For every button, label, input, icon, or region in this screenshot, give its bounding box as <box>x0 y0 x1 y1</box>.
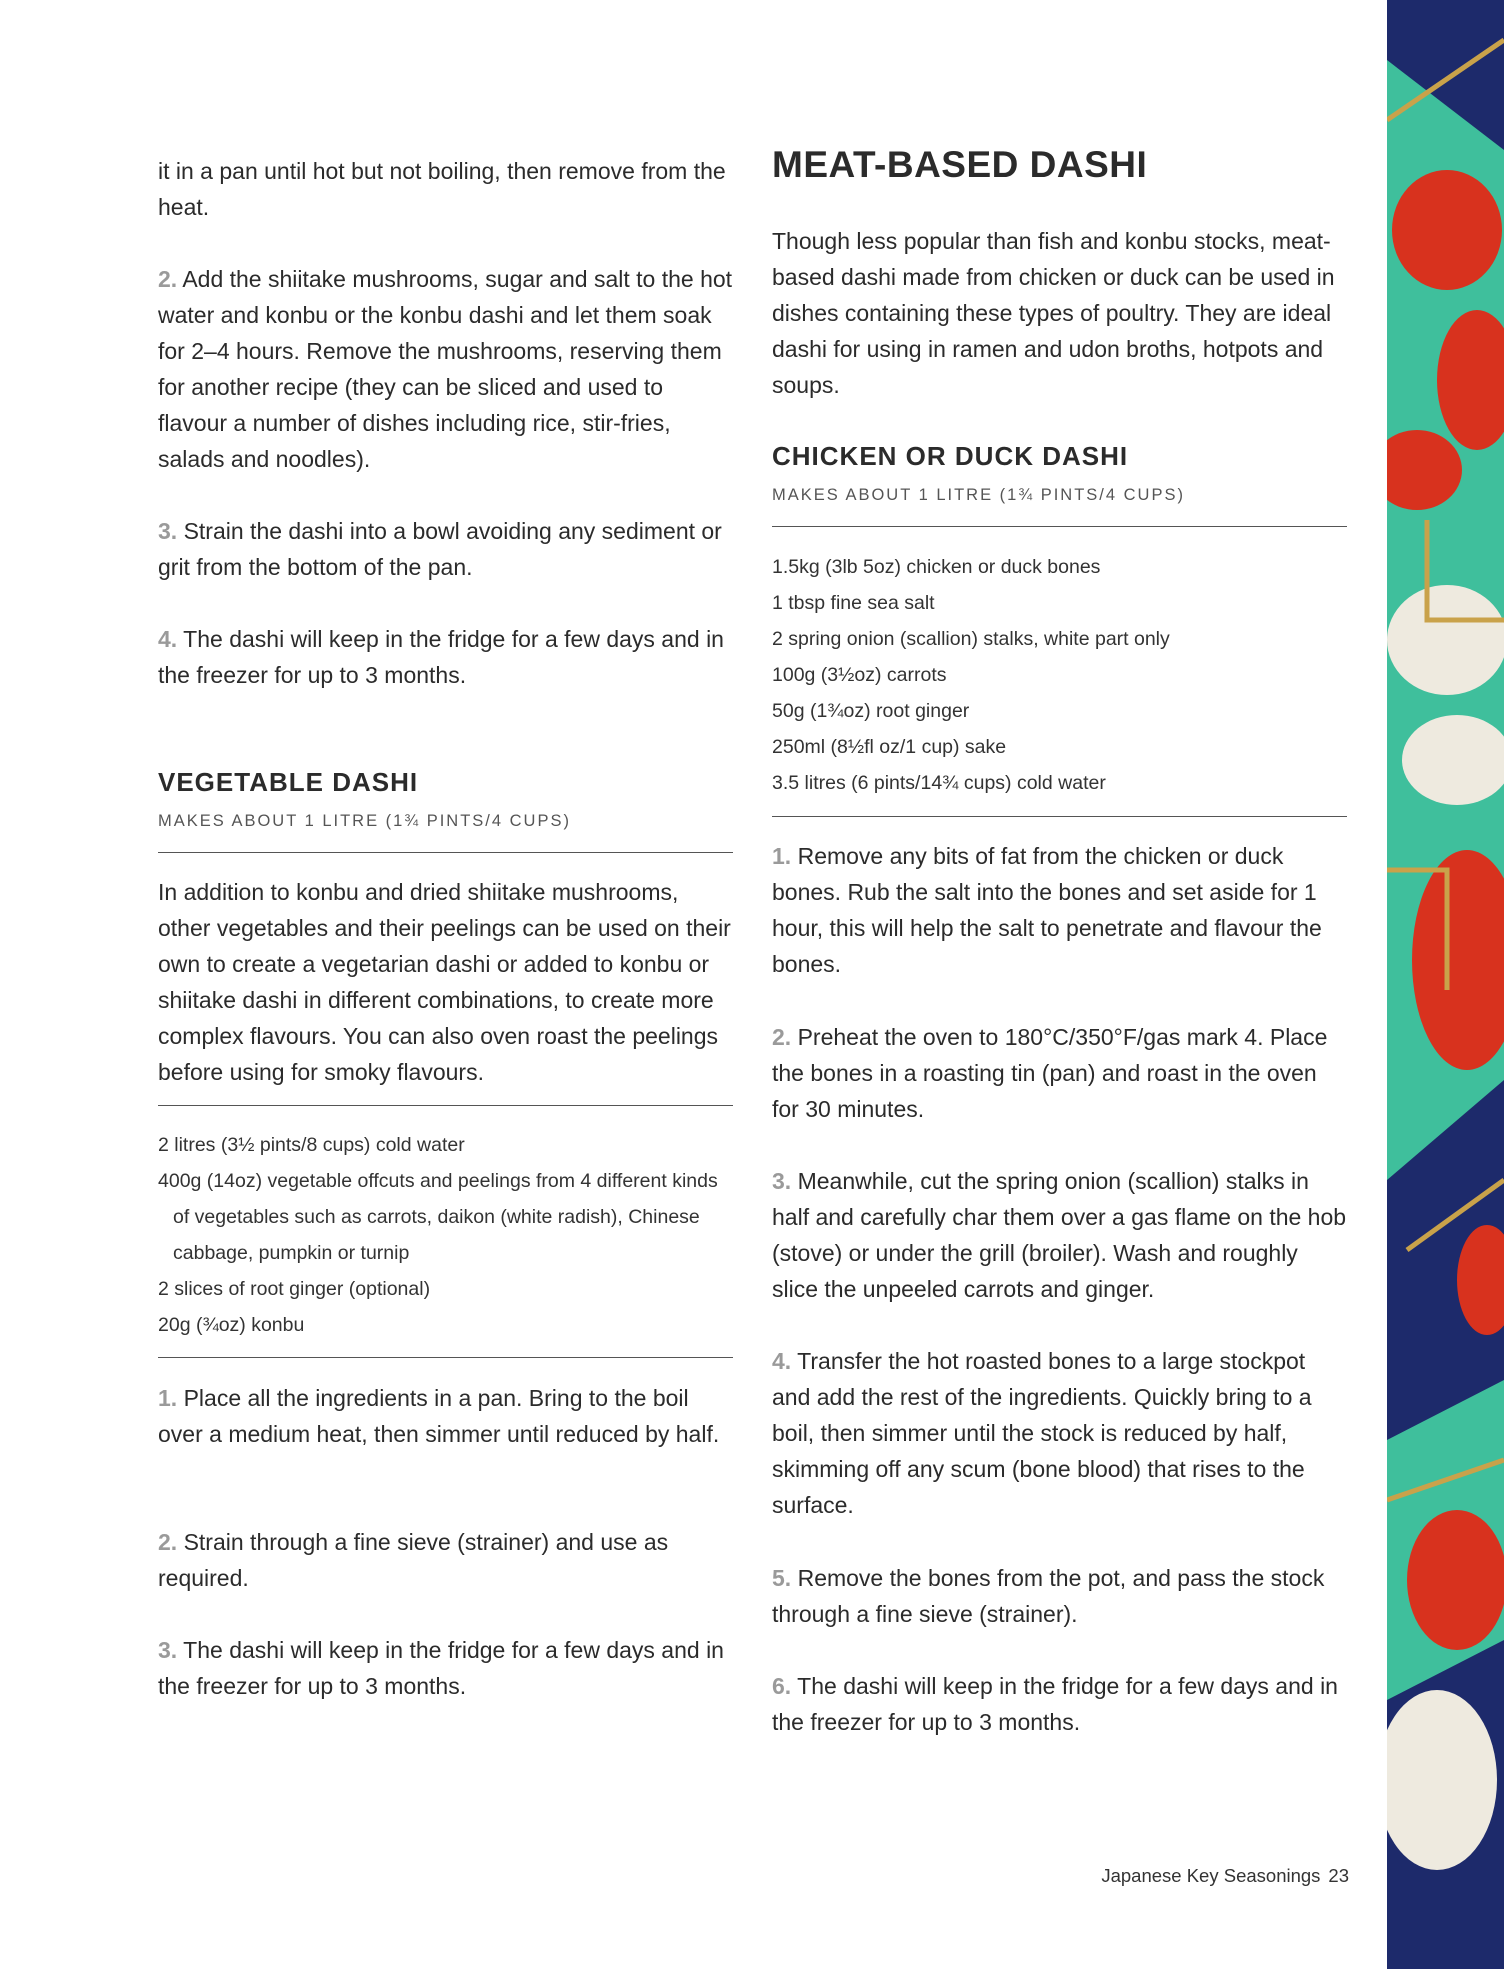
step-text: Remove the bones from the pot, and pass the stock through a fine sieve (strainer). <box>772 1565 1325 1627</box>
step-text: Transfer the hot roasted bones to a large stockpot and add the rest of the ingredients. Quickly bring to a boil, then simmer until the stock is reduced by half, skimming off any scum (bone blood) that rises to the surface. <box>772 1348 1312 1518</box>
divider <box>772 816 1347 817</box>
step-text: Strain the dashi into a bowl avoiding any sediment or grit from the bottom of the pan. <box>158 518 722 580</box>
step-number: 5. <box>772 1565 792 1591</box>
step-number: 6. <box>772 1673 792 1699</box>
step-text: Strain through a fine sieve (strainer) and use as required. <box>158 1529 669 1591</box>
divider <box>158 852 733 853</box>
step-number: 3. <box>158 1637 178 1663</box>
ingredient-item: 20g (¾oz) konbu <box>158 1314 305 1336</box>
left-step-3 <box>158 513 733 585</box>
chicken-step-2 <box>772 1019 1347 1127</box>
chicken-duck-dashi-yield: MAKES ABOUT 1 LITRE (1¾ PINTS/4 CUPS) <box>772 486 1185 504</box>
step-number: 1. <box>772 843 792 869</box>
page-number: 23 <box>1328 1865 1349 1886</box>
vegetable-dashi-heading: VEGETABLE DASHI <box>158 767 419 797</box>
intro-continuation: it in a pan until hot but not boiling, then remove from the heat. <box>158 158 726 220</box>
left-step-2 <box>158 261 733 477</box>
step-number: 2. <box>772 1024 792 1050</box>
step-number: 2. <box>158 1529 178 1555</box>
divider <box>158 1105 733 1106</box>
ingredient-item: 2 spring onion (scallion) stalks, white part only <box>772 628 1170 650</box>
chicken-step-3 <box>772 1163 1347 1307</box>
decorative-fabric-strip <box>1387 0 1504 1969</box>
step-number: 3. <box>772 1168 792 1194</box>
ingredient-item: 50g (1¾oz) root ginger <box>772 700 970 722</box>
ingredient-item: 1.5kg (3lb 5oz) chicken or duck bones <box>772 556 1101 578</box>
meat-dashi-title: MEAT-BASED DASHI <box>772 144 1148 185</box>
step-text: Remove any bits of fat from the chicken or duck bones. Rub the salt into the bones and set aside for 1 hour, this will help the salt to penetrate and flavour the bones. <box>772 843 1322 977</box>
step-text: The dashi will keep in the fridge for a few days and in the freezer for up to 3 months. <box>158 1637 724 1699</box>
chicken-step-5 <box>772 1560 1347 1632</box>
vegetable-ingredients-list <box>158 1127 733 1343</box>
chicken-step-1 <box>772 838 1347 982</box>
step-text: Preheat the oven to 180°C/350°F/gas mark 4. Place the bones in a roasting tin (pan) and roast in the oven for 30 minutes. <box>772 1024 1328 1122</box>
vegetable-dashi-yield: MAKES ABOUT 1 LITRE (1¾ PINTS/4 CUPS) <box>158 812 571 830</box>
step-text: The dashi will keep in the fridge for a few days and in the freezer for up to 3 months. <box>772 1673 1338 1735</box>
step-text: Place all the ingredients in a pan. Bring to the boil over a medium heat, then simmer until reduced by half. <box>158 1385 720 1447</box>
left-step-4 <box>158 621 733 693</box>
ingredient-item: 3.5 litres (6 pints/14¾ cups) cold water <box>772 772 1106 794</box>
step-text: Meanwhile, cut the spring onion (scallion) stalks in half and carefully char them over a gas flame on the hob (stove) or under the grill (broiler). Wash and roughly slice the unpeeled carrots and ginger. <box>772 1168 1347 1302</box>
ingredient-item: 400g (14oz) vegetable offcuts and peelings from 4 different kinds of vegetables such as carrots, daikon (white radish), Chinese cabbage, pumpkin or turnip <box>158 1170 718 1264</box>
chicken-step-6 <box>772 1668 1347 1740</box>
ingredient-item: 2 slices of root ginger (optional) <box>158 1278 431 1300</box>
running-footer-section: Japanese Key Seasonings <box>1101 1865 1321 1886</box>
step-number: 4. <box>158 626 178 652</box>
vegetable-step-3 <box>158 1632 733 1704</box>
ingredient-item: 1 tbsp fine sea salt <box>772 592 935 614</box>
step-number: 1. <box>158 1385 178 1411</box>
divider <box>772 526 1347 527</box>
step-number: 3. <box>158 518 178 544</box>
chicken-step-4 <box>772 1343 1347 1523</box>
divider <box>158 1357 733 1358</box>
chicken-duck-dashi-heading: CHICKEN OR DUCK DASHI <box>772 441 1129 471</box>
ingredient-item: 250ml (8½fl oz/1 cup) sake <box>772 736 1007 758</box>
vegetable-step-2 <box>158 1524 733 1596</box>
ingredient-item: 100g (3½oz) carrots <box>772 664 947 686</box>
vegetable-step-1 <box>158 1380 733 1452</box>
chicken-ingredients-list <box>772 549 1347 801</box>
vegetable-dashi-intro: In addition to konbu and dried shiitake mushrooms, other vegetables and their peelings can be used on their own to create a vegetarian dashi or added to konbu or shiitake dashi in different combinations, to create more complex flavours. You can also oven roast the peelings before using for smoky flavours. <box>158 879 731 1085</box>
step-text: The dashi will keep in the fridge for a few days and in the freezer for up to 3 months. <box>158 626 724 688</box>
meat-dashi-intro: Though less popular than fish and konbu stocks, meat-based dashi made from chicken or duck can be used in dishes containing these types of poultry. They are ideal dashi for using in ramen and udon broths, hotpots and soups. <box>772 228 1335 398</box>
page-footer <box>1101 1865 1349 1887</box>
ingredient-item: 2 litres (3½ pints/8 cups) cold water <box>158 1134 465 1156</box>
step-text: Add the shiitake mushrooms, sugar and salt to the hot water and konbu or the konbu dashi and let them soak for 2–4 hours. Remove the mushrooms, reserving them for another recipe (they can be sliced and used to flavour a number of dishes including rice, stir-fries, salads and noodles). <box>158 266 733 472</box>
step-number: 4. <box>772 1348 792 1374</box>
step-number: 2. <box>158 266 178 292</box>
